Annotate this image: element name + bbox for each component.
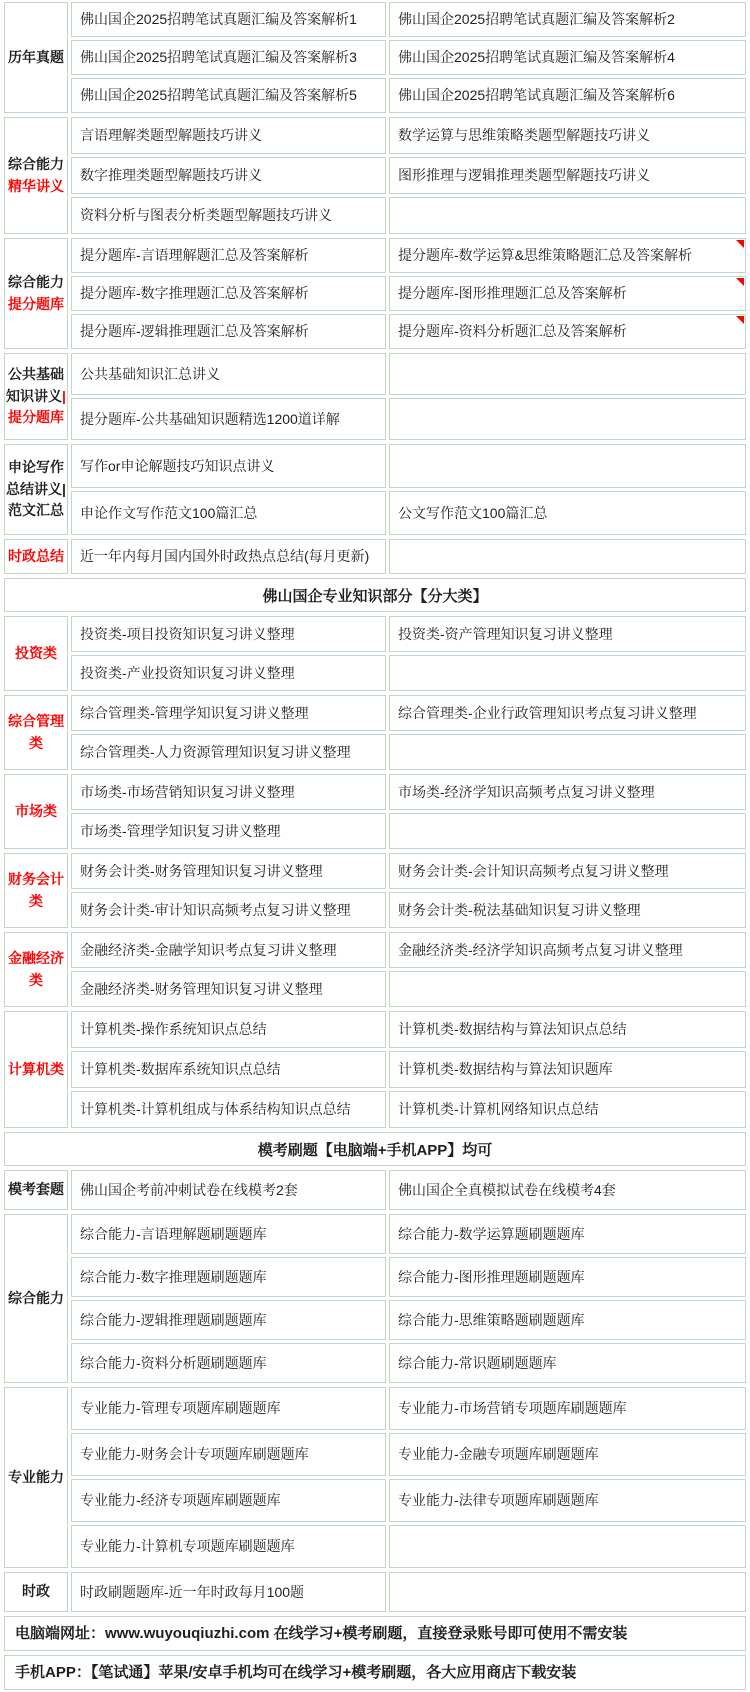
table-row bbox=[71, 353, 746, 395]
section-label-general-management bbox=[4, 695, 68, 770]
section-rows bbox=[71, 539, 746, 574]
table-row bbox=[71, 813, 746, 849]
table-row bbox=[71, 157, 746, 194]
material-item-label: 计算机类-计算机网络知识点总结 bbox=[398, 1101, 599, 1118]
material-item-cell[interactable] bbox=[71, 238, 386, 273]
material-item-label: 佛山国企2025招聘笔试真题汇编及答案解析2 bbox=[398, 11, 675, 28]
table-row bbox=[71, 932, 746, 968]
material-item-cell[interactable] bbox=[389, 853, 746, 889]
material-item-cell[interactable] bbox=[389, 1479, 746, 1522]
material-item-cell[interactable] bbox=[389, 774, 746, 810]
material-item-label: 投资类-产业投资知识复习讲义整理 bbox=[80, 664, 295, 681]
material-item-label: 提分题库-数字推理题汇总及答案解析 bbox=[80, 285, 309, 302]
table-row bbox=[71, 197, 746, 234]
material-item-label: 综合管理类-人力资源管理知识复习讲义整理 bbox=[80, 743, 351, 760]
section-label-text bbox=[6, 457, 66, 522]
section-label-mock-sets bbox=[4, 1170, 68, 1210]
material-item-label: 投资类-资产管理知识复习讲义整理 bbox=[398, 625, 613, 642]
section-label-text bbox=[6, 711, 66, 754]
section-label-text bbox=[6, 948, 66, 991]
material-item-label: 财务会计类-税法基础知识复习讲义整理 bbox=[398, 901, 641, 918]
footer-note-pc-website: 电脑端网址：www.wuyouqiuzhi.com 在线学习+模考刷题，直接登录账号即可使用不需安装 bbox=[4, 1616, 746, 1651]
material-item-label: 佛山国企2025招聘笔试真题汇编及答案解析1 bbox=[80, 11, 357, 28]
section-label-part: 申论写作总结讲义|范文汇总 bbox=[6, 458, 66, 519]
table-row bbox=[71, 695, 746, 731]
material-item-label: 综合管理类-企业行政管理知识考点复习讲义整理 bbox=[398, 704, 697, 721]
section-label-part: 模考套题 bbox=[8, 1181, 64, 1198]
footer-note-mobile-app: 手机APP：【笔试通】苹果/安卓手机均可在线学习+模考刷题，各大应用商店下载安装 bbox=[4, 1655, 746, 1690]
material-item-cell[interactable] bbox=[389, 1011, 746, 1048]
section-label-part: 历年真题 bbox=[8, 48, 64, 65]
material-item-label: 专业能力-法律专项题库刷题题库 bbox=[398, 1492, 599, 1509]
section-rows bbox=[71, 695, 746, 770]
material-item-label: 综合能力-言语理解题刷题题库 bbox=[80, 1225, 267, 1242]
table-row bbox=[71, 1011, 746, 1048]
section-finance-accounting bbox=[4, 853, 746, 928]
section-label-text bbox=[8, 546, 64, 568]
material-item-cell[interactable] bbox=[71, 1214, 386, 1254]
section-label-part: 市场类 bbox=[15, 802, 57, 819]
table-row bbox=[71, 117, 746, 154]
empty-cell bbox=[389, 398, 746, 440]
empty-cell bbox=[389, 734, 746, 770]
material-item-label: 金融经济类-经济学知识高频考点复习讲义整理 bbox=[398, 941, 683, 958]
material-item-cell[interactable] bbox=[71, 734, 386, 770]
section-label-text bbox=[15, 643, 57, 665]
material-item-label: 提分题库-逻辑推理题汇总及答案解析 bbox=[80, 323, 309, 340]
material-item-cell[interactable] bbox=[71, 157, 386, 194]
section-rows bbox=[71, 1572, 746, 1612]
material-item-cell[interactable] bbox=[389, 1091, 746, 1128]
material-item-cell[interactable] bbox=[71, 398, 386, 440]
material-item-cell[interactable] bbox=[71, 1479, 386, 1522]
material-item-cell[interactable] bbox=[71, 1433, 386, 1476]
section-banner-mock-drill-banner: 模考刷题【电脑端+手机APP】均可 bbox=[4, 1132, 746, 1166]
material-item-cell[interactable] bbox=[71, 314, 386, 349]
material-item-label: 佛山国企考前冲刺试卷在线模考2套 bbox=[80, 1181, 298, 1198]
material-item-label: 综合管理类-管理学知识复习讲义整理 bbox=[80, 704, 309, 721]
section-label-text bbox=[22, 1581, 50, 1603]
table-row bbox=[71, 1387, 746, 1430]
material-item-label: 图形推理与逻辑推理类题型解题技巧讲义 bbox=[398, 167, 650, 184]
material-item-label: 提分题库-资料分析题汇总及答案解析 bbox=[398, 323, 627, 340]
material-item-cell[interactable] bbox=[71, 197, 386, 234]
section-rows bbox=[71, 238, 746, 349]
material-item-cell[interactable] bbox=[71, 1572, 386, 1612]
material-item-label: 计算机类-操作系统知识点总结 bbox=[80, 1021, 267, 1038]
material-item-cell[interactable] bbox=[71, 40, 386, 75]
table-row bbox=[71, 1433, 746, 1476]
material-item-cell[interactable] bbox=[71, 932, 386, 968]
materials-table bbox=[2, 0, 748, 1692]
material-item-label: 综合能力-数字推理题刷题题库 bbox=[80, 1268, 267, 1285]
section-essay-writing bbox=[4, 444, 746, 535]
section-current-affairs-drill bbox=[4, 1572, 746, 1612]
section-label-part: 综合能力 bbox=[8, 1289, 64, 1306]
section-rows bbox=[71, 774, 746, 849]
material-item-label: 计算机类-数据结构与算法知识题库 bbox=[398, 1061, 613, 1078]
material-item-cell[interactable] bbox=[389, 40, 746, 75]
material-item-cell[interactable] bbox=[71, 78, 386, 113]
material-item-label: 提分题库-公共基础知识题精选1200道详解 bbox=[80, 410, 340, 427]
section-label-part: 金融经济类 bbox=[8, 949, 64, 988]
table-row bbox=[71, 971, 746, 1007]
material-item-cell[interactable] bbox=[71, 1300, 386, 1340]
comment-marker-icon bbox=[736, 316, 744, 324]
section-label-public-basics bbox=[4, 353, 68, 440]
material-item-label: 金融经济类-财务管理知识复习讲义整理 bbox=[80, 980, 323, 997]
empty-cell bbox=[389, 971, 746, 1007]
table-row bbox=[71, 1091, 746, 1128]
table-row bbox=[71, 1214, 746, 1254]
material-item-label: 综合能力-图形推理题刷题题库 bbox=[398, 1268, 585, 1285]
section-label-finance-economics bbox=[4, 932, 68, 1007]
section-label-text bbox=[8, 1288, 64, 1310]
material-item-cell[interactable] bbox=[71, 444, 386, 488]
material-item-cell[interactable] bbox=[71, 1051, 386, 1088]
material-item-label: 专业能力-经济专项题库刷题题库 bbox=[80, 1492, 281, 1509]
section-label-text bbox=[15, 801, 57, 823]
material-item-cell[interactable] bbox=[71, 1011, 386, 1048]
section-rows bbox=[71, 932, 746, 1007]
material-item-cell[interactable] bbox=[389, 1257, 746, 1297]
material-item-label: 言语理解类题型解题技巧讲义 bbox=[80, 127, 262, 144]
material-item-label: 公文写作范文100篇汇总 bbox=[398, 504, 548, 521]
material-item-cell[interactable] bbox=[71, 539, 386, 574]
material-item-label: 佛山国企2025招聘笔试真题汇编及答案解析4 bbox=[398, 49, 675, 66]
section-label-part: 综合能力 bbox=[8, 273, 64, 290]
comment-marker-icon bbox=[736, 278, 744, 286]
material-item-label: 专业能力-计算机专项题库刷题题库 bbox=[80, 1538, 295, 1555]
material-item-label: 专业能力-财务会计专项题库刷题题库 bbox=[80, 1446, 309, 1463]
table-row bbox=[71, 1479, 746, 1522]
material-item-label: 公共基础知识汇总讲义 bbox=[80, 365, 220, 382]
section-rows bbox=[71, 1011, 746, 1128]
section-finance-economics bbox=[4, 932, 746, 1007]
table-row bbox=[71, 774, 746, 810]
section-current-affairs-summary bbox=[4, 539, 746, 574]
section-label-part: 时政总结 bbox=[8, 547, 64, 564]
material-item-cell[interactable] bbox=[71, 971, 386, 1007]
section-label-past-papers bbox=[4, 2, 68, 113]
section-label-part: 计算机类 bbox=[8, 1060, 64, 1077]
section-computer bbox=[4, 1011, 746, 1128]
section-past-papers bbox=[4, 2, 746, 113]
table-row bbox=[71, 1525, 746, 1568]
table-row bbox=[71, 1572, 746, 1612]
material-item-label: 写作or申论解题技巧知识点讲义 bbox=[80, 457, 275, 474]
material-item-cell[interactable] bbox=[389, 157, 746, 194]
section-professional-ability-drill bbox=[4, 1387, 746, 1568]
material-item-cell[interactable] bbox=[389, 695, 746, 731]
section-label-finance-accounting bbox=[4, 853, 68, 928]
material-item-label: 金融经济类-金融学知识考点复习讲义整理 bbox=[80, 941, 337, 958]
material-item-label: 财务会计类-财务管理知识复习讲义整理 bbox=[80, 862, 323, 879]
section-label-computer bbox=[4, 1011, 68, 1128]
material-item-label: 专业能力-管理专项题库刷题题库 bbox=[80, 1400, 281, 1417]
material-item-label: 近一年内每月国内国外时政热点总结(每月更新) bbox=[80, 548, 370, 565]
section-rows bbox=[71, 853, 746, 928]
material-item-cell[interactable] bbox=[389, 1300, 746, 1340]
section-label-text bbox=[8, 1179, 64, 1201]
material-item-cell[interactable] bbox=[389, 932, 746, 968]
material-item-cell[interactable] bbox=[71, 1091, 386, 1128]
material-item-label: 计算机类-数据库系统知识点总结 bbox=[80, 1061, 281, 1078]
table-row bbox=[71, 444, 746, 488]
material-item-cell[interactable] bbox=[71, 853, 386, 889]
section-label-text bbox=[8, 47, 64, 69]
section-rows bbox=[71, 1170, 746, 1210]
section-label-current-affairs-drill bbox=[4, 1572, 68, 1612]
material-item-cell[interactable] bbox=[71, 695, 386, 731]
section-label-part: 专业能力 bbox=[8, 1468, 64, 1485]
section-label-part: |提分题库 bbox=[8, 387, 66, 426]
material-item-cell[interactable] bbox=[71, 117, 386, 154]
material-item-cell[interactable] bbox=[71, 1170, 386, 1210]
section-label-part: 精华讲义 bbox=[8, 177, 64, 194]
section-label-marketing bbox=[4, 774, 68, 849]
material-item-cell[interactable] bbox=[71, 1387, 386, 1430]
section-label-current-affairs-summary bbox=[4, 539, 68, 574]
empty-cell bbox=[389, 444, 746, 488]
material-item-cell[interactable] bbox=[71, 491, 386, 535]
material-item-cell[interactable] bbox=[389, 1387, 746, 1430]
material-item-label: 时政刷题题库-近一年时政每月100题 bbox=[80, 1583, 305, 1600]
comment-marker-icon bbox=[736, 240, 744, 248]
section-label-investment bbox=[4, 616, 68, 691]
section-label-part: 财务会计类 bbox=[8, 870, 64, 909]
table-row bbox=[71, 2, 746, 37]
material-item-cell[interactable] bbox=[389, 1170, 746, 1210]
table-row bbox=[71, 892, 746, 928]
empty-cell bbox=[389, 813, 746, 849]
table-row bbox=[71, 734, 746, 770]
material-item-label: 专业能力-市场营销专项题库刷题题库 bbox=[398, 1400, 627, 1417]
section-label-essay-writing bbox=[4, 444, 68, 535]
table-row bbox=[71, 398, 746, 440]
material-item-label: 市场类-市场营销知识复习讲义整理 bbox=[80, 783, 295, 800]
material-item-label: 投资类-项目投资知识复习讲义整理 bbox=[80, 625, 295, 642]
material-item-label: 计算机类-数据结构与算法知识点总结 bbox=[398, 1021, 627, 1038]
material-item-label: 佛山国企2025招聘笔试真题汇编及答案解析6 bbox=[398, 87, 675, 104]
material-item-label: 综合能力-资料分析题刷题题库 bbox=[80, 1354, 267, 1371]
material-item-label: 财务会计类-会计知识高频考点复习讲义整理 bbox=[398, 862, 669, 879]
material-item-cell[interactable] bbox=[71, 1525, 386, 1568]
section-label-part: 公共基础知识讲义 bbox=[6, 365, 64, 404]
table-row bbox=[71, 1170, 746, 1210]
table-row bbox=[71, 853, 746, 889]
section-label-part: 综合管理类 bbox=[8, 712, 64, 751]
material-item-label: 综合能力-逻辑推理题刷题题库 bbox=[80, 1311, 267, 1328]
section-label-ability-lectures bbox=[4, 117, 68, 234]
material-item-cell[interactable] bbox=[71, 1257, 386, 1297]
material-item-cell[interactable] bbox=[389, 491, 746, 535]
table-row bbox=[71, 1300, 746, 1340]
section-mock-sets bbox=[4, 1170, 746, 1210]
material-item-label: 提分题库-数学运算&思维策略题汇总及答案解析 bbox=[398, 247, 692, 264]
empty-cell bbox=[389, 539, 746, 574]
section-marketing bbox=[4, 774, 746, 849]
material-item-cell[interactable] bbox=[389, 1433, 746, 1476]
section-rows bbox=[71, 616, 746, 691]
material-item-label: 综合能力-常识题刷题题库 bbox=[398, 1354, 557, 1371]
table-row bbox=[71, 491, 746, 535]
section-label-text bbox=[6, 869, 66, 912]
section-comprehensive-ability-drill bbox=[4, 1214, 746, 1383]
material-item-label: 市场类-经济学知识高频考点复习讲义整理 bbox=[398, 783, 655, 800]
material-item-cell[interactable] bbox=[389, 616, 746, 652]
table-row bbox=[71, 1051, 746, 1088]
section-label-part: 提分题库 bbox=[8, 295, 64, 312]
section-label-text bbox=[8, 1467, 64, 1489]
section-ability-question-bank bbox=[4, 238, 746, 349]
material-item-label: 综合能力-思维策略题刷题题库 bbox=[398, 1311, 585, 1328]
table-row bbox=[71, 40, 746, 75]
section-banner-professional-knowledge-banner: 佛山国企专业知识部分【分大类】 bbox=[4, 578, 746, 612]
section-label-part: 时政 bbox=[22, 1583, 50, 1600]
material-item-cell[interactable] bbox=[389, 892, 746, 928]
material-item-label: 专业能力-金融专项题库刷题题库 bbox=[398, 1446, 599, 1463]
material-item-cell[interactable] bbox=[389, 1051, 746, 1088]
material-item-label: 申论作文写作范文100篇汇总 bbox=[80, 504, 258, 521]
table-row bbox=[71, 539, 746, 574]
material-item-label: 佛山国企2025招聘笔试真题汇编及答案解析5 bbox=[80, 87, 357, 104]
section-rows bbox=[71, 444, 746, 535]
section-general-management bbox=[4, 695, 746, 770]
material-item-cell[interactable] bbox=[389, 276, 746, 311]
empty-cell bbox=[389, 1525, 746, 1568]
table-row bbox=[71, 238, 746, 273]
material-item-cell[interactable] bbox=[71, 616, 386, 652]
section-label-text bbox=[6, 154, 66, 197]
section-rows bbox=[71, 353, 746, 440]
material-item-cell[interactable] bbox=[71, 892, 386, 928]
material-item-label: 提分题库-图形推理题汇总及答案解析 bbox=[398, 285, 627, 302]
material-item-cell[interactable] bbox=[389, 78, 746, 113]
section-investment bbox=[4, 616, 746, 691]
table-row bbox=[71, 78, 746, 113]
section-label-text bbox=[8, 1059, 64, 1081]
table-row bbox=[71, 276, 746, 311]
empty-cell bbox=[389, 655, 746, 691]
section-ability-lectures bbox=[4, 117, 746, 234]
material-item-label: 佛山国企全真模拟试卷在线模考4套 bbox=[398, 1181, 616, 1198]
empty-cell bbox=[389, 1572, 746, 1612]
table-row bbox=[71, 616, 746, 652]
section-label-part: 投资类 bbox=[15, 644, 57, 661]
material-item-cell[interactable] bbox=[389, 1343, 746, 1383]
section-rows bbox=[71, 1387, 746, 1568]
section-label-ability-question-bank bbox=[4, 238, 68, 349]
material-item-label: 财务会计类-审计知识高频考点复习讲义整理 bbox=[80, 901, 351, 918]
material-item-label: 市场类-管理学知识复习讲义整理 bbox=[80, 822, 281, 839]
material-item-cell[interactable] bbox=[389, 314, 746, 349]
table-row bbox=[71, 1343, 746, 1383]
section-label-part: 综合能力 bbox=[8, 155, 64, 172]
material-item-cell[interactable] bbox=[389, 1214, 746, 1254]
empty-cell bbox=[389, 353, 746, 395]
section-label-text bbox=[6, 364, 66, 429]
section-rows bbox=[71, 117, 746, 234]
table-row bbox=[71, 655, 746, 691]
material-item-label: 数字推理类题型解题技巧讲义 bbox=[80, 167, 262, 184]
table-row bbox=[71, 1257, 746, 1297]
material-item-cell[interactable] bbox=[71, 655, 386, 691]
material-item-label: 佛山国企2025招聘笔试真题汇编及答案解析3 bbox=[80, 49, 357, 66]
material-item-cell[interactable] bbox=[71, 813, 386, 849]
section-label-comprehensive-ability-drill bbox=[4, 1214, 68, 1383]
empty-cell bbox=[389, 197, 746, 234]
section-rows bbox=[71, 2, 746, 113]
material-item-cell[interactable] bbox=[71, 353, 386, 395]
material-item-cell[interactable] bbox=[71, 2, 386, 37]
material-item-label: 计算机类-计算机组成与体系结构知识点总结 bbox=[80, 1101, 351, 1118]
material-item-cell[interactable] bbox=[71, 1343, 386, 1383]
table-row bbox=[71, 314, 746, 349]
section-rows bbox=[71, 1214, 746, 1383]
material-item-label: 数学运算与思维策略类题型解题技巧讲义 bbox=[398, 127, 650, 144]
section-label-text bbox=[6, 272, 66, 315]
material-item-label: 提分题库-言语理解题汇总及答案解析 bbox=[80, 247, 309, 264]
material-item-cell[interactable] bbox=[389, 117, 746, 154]
section-public-basics bbox=[4, 353, 746, 440]
section-label-professional-ability-drill bbox=[4, 1387, 68, 1568]
material-item-cell[interactable] bbox=[71, 774, 386, 810]
material-item-cell[interactable] bbox=[389, 238, 746, 273]
material-item-cell[interactable] bbox=[71, 276, 386, 311]
material-item-label: 资料分析与图表分析类题型解题技巧讲义 bbox=[80, 207, 332, 224]
material-item-cell[interactable] bbox=[389, 2, 746, 37]
material-item-label: 综合能力-数学运算题刷题题库 bbox=[398, 1225, 585, 1242]
